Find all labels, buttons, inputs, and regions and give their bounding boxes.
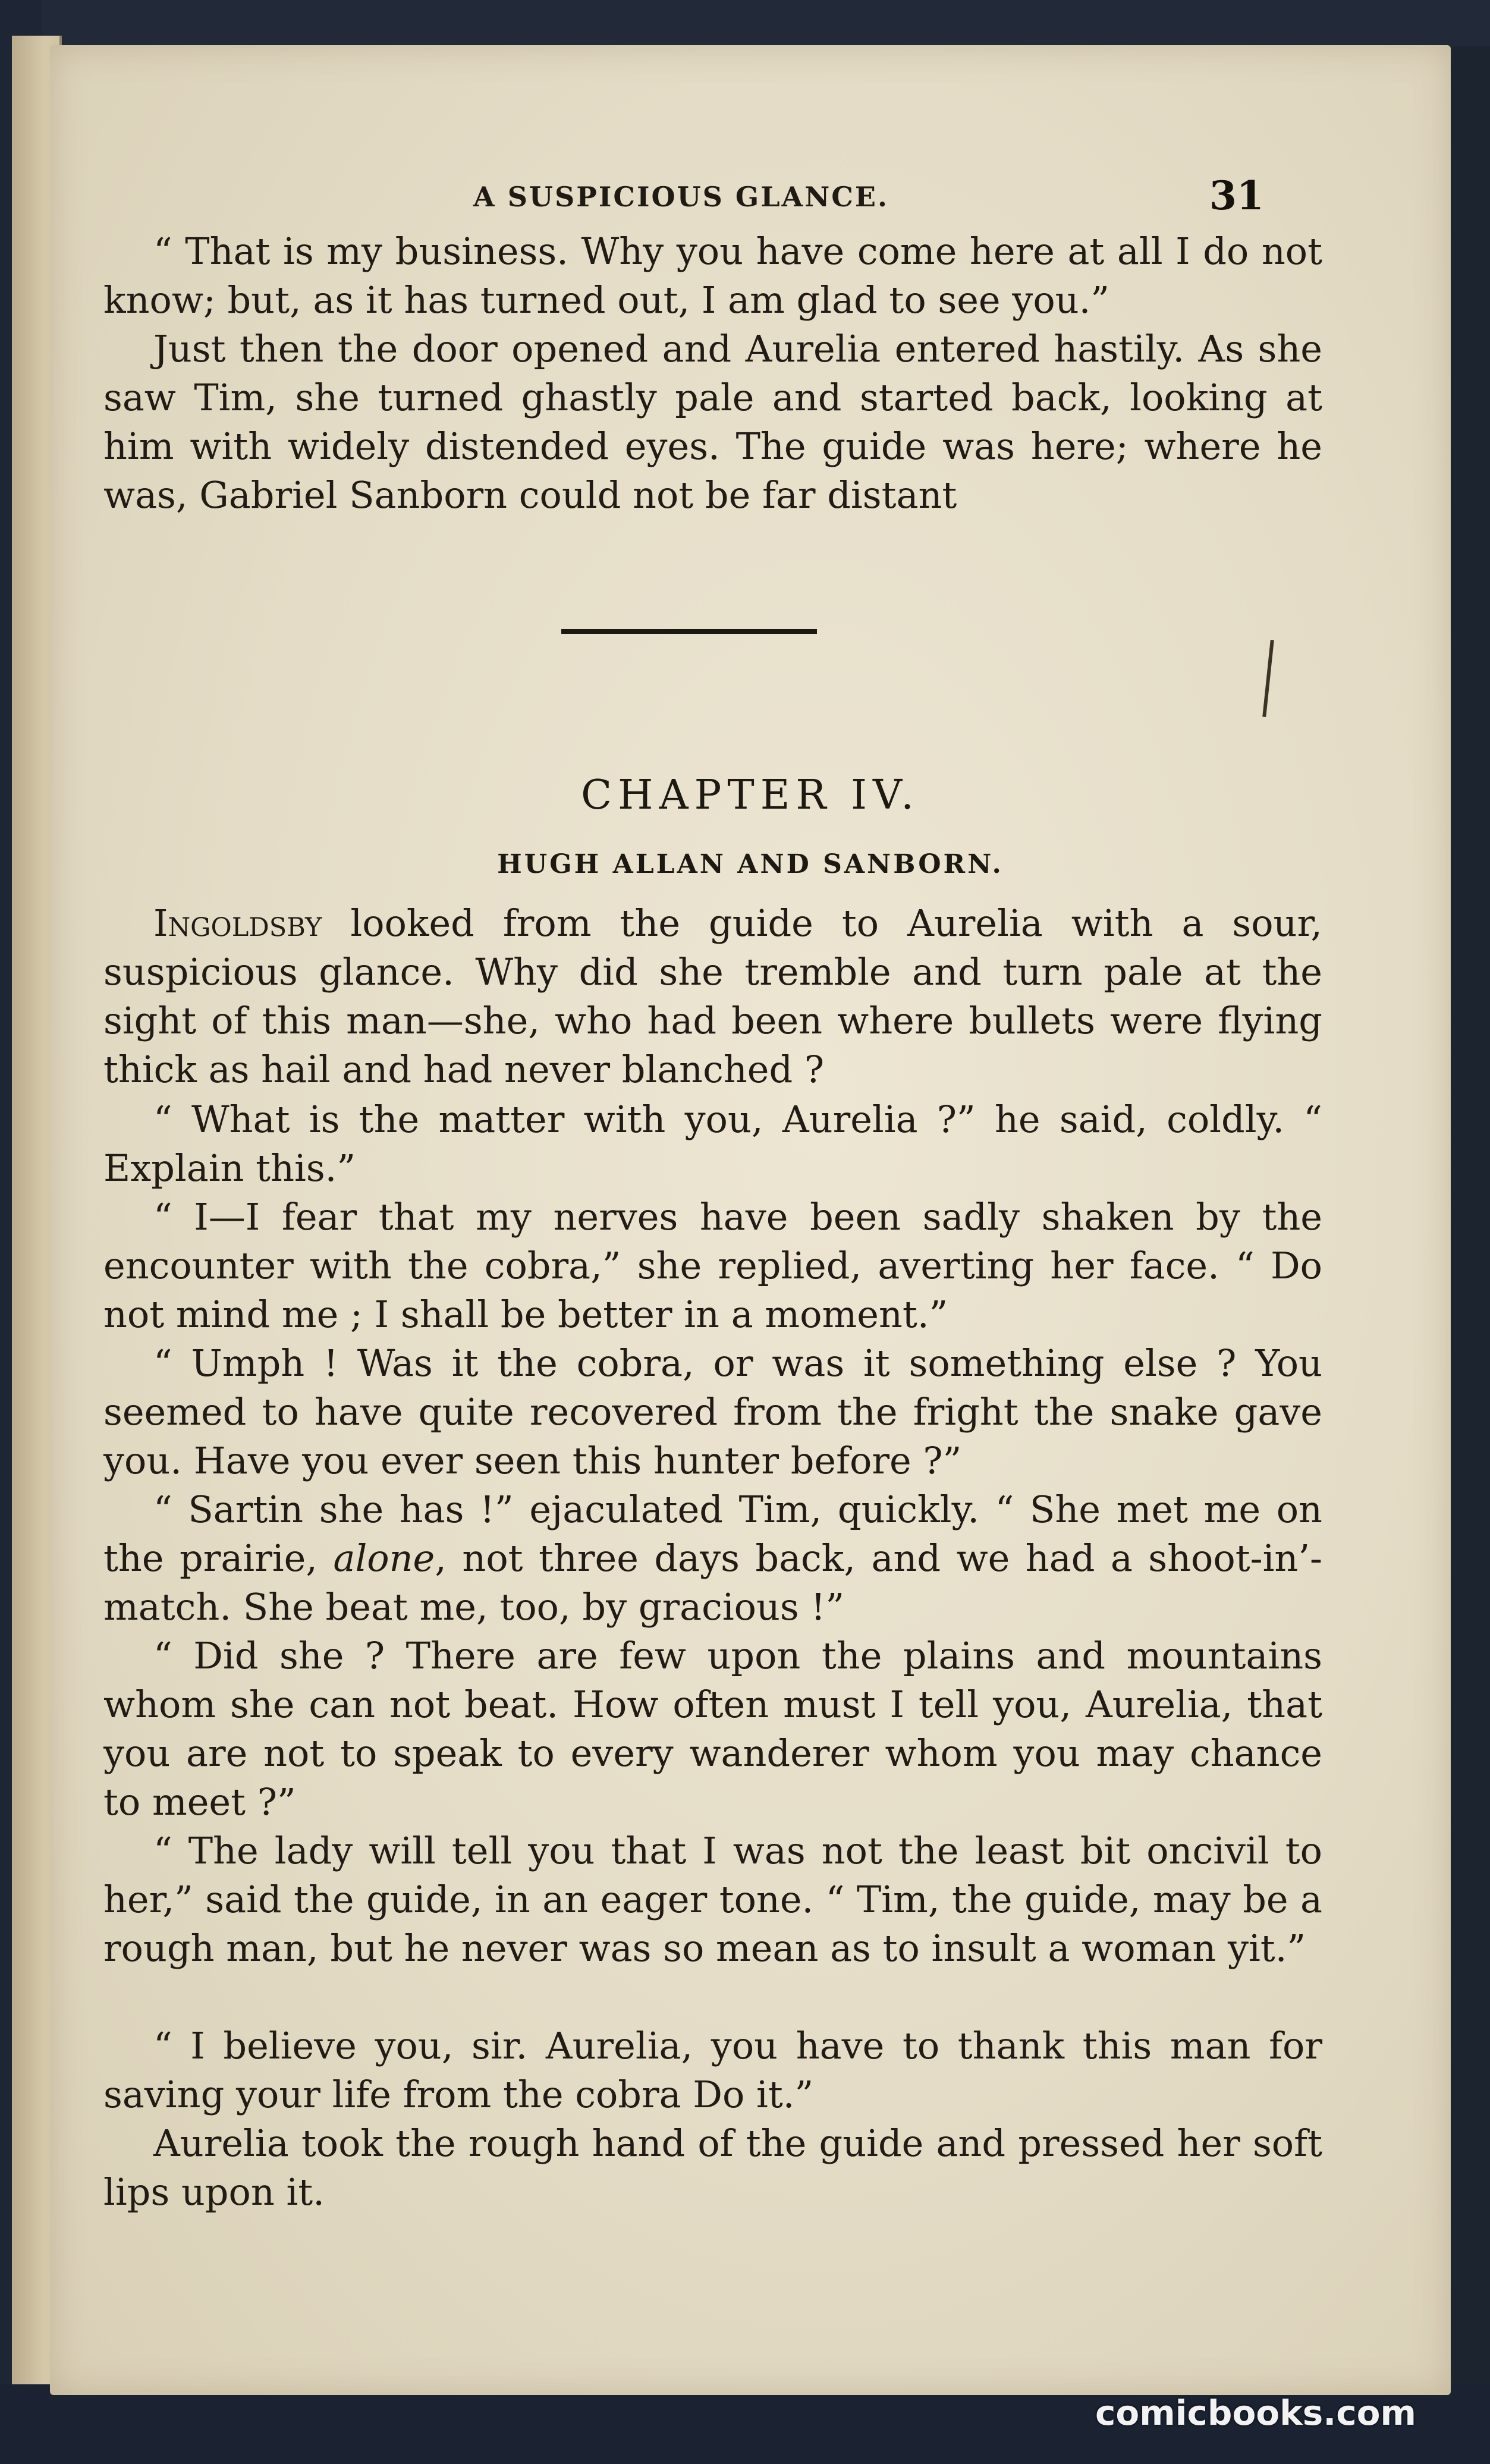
paragraph-opening [103, 899, 1322, 1094]
running-head: A SUSPICIOUS GLANCE. [473, 181, 889, 213]
page-header [50, 134, 1451, 219]
book-page [50, 45, 1451, 2395]
paragraph: Aurelia took the rough hand of the guide and pressed her soft lips upon it. [103, 2122, 1322, 2214]
emphasis: alone [333, 1536, 435, 1580]
paragraph [103, 1485, 1322, 1632]
chapter-title: CHAPTER IV. [581, 772, 920, 819]
margin-pencil-mark [1262, 640, 1274, 717]
paragraph: “ Did she ? There are few upon the plains and mountains whom she can not beat. How often must I tell you, Aurelia, that you are not to speak to every wanderer whom you may chance to meet ?” [103, 1634, 1322, 1824]
paragraph: “ I—I fear that my nerves have been sadly shaken by the encounter with the cobra,” she replied, averting her face. “ Do not mind me ; I shall be better in a moment.” [103, 1195, 1322, 1336]
opening-text: looked from the guide to Aurelia with a sour, suspicious glance. Why did she tremble and turn pale at the sight of this man—she, who had been where bullets were flying thick as hail and had never blanched ? [103, 901, 1322, 1091]
scan-top-border [0, 0, 1490, 46]
paragraph: “ Umph ! Was it the cobra, or was it something else ? You seemed to have quite recovered from the fright the snake gave you. Have you ever seen this hunter before ?” [103, 1341, 1322, 1482]
paragraph: “ What is the matter with you, Aurelia ?” he said, coldly. “ Explain this.” [103, 1098, 1322, 1190]
page-number: 31 [1209, 172, 1264, 219]
paragraph: “ The lady will tell you that I was not the least bit oncivil to her,” said the guide, in an eager tone. “ Tim, the guide, may be a rough man, but he never was so mean as to insult a woman yit.” [103, 1829, 1322, 1970]
text-segment: “ Sartin she has !” ejaculated Tim, quickly. “ She met me on the prairie, [103, 1488, 1322, 1580]
section-divider [561, 629, 817, 634]
text-segment: , not three days back, and we had a shoot-in’-match. She beat me, too, by gracious !” [103, 1536, 1322, 1629]
site-watermark: comicbooks.com [1095, 2393, 1416, 2433]
chapter-subtitle: HUGH ALLAN AND SANBORN. [497, 849, 1004, 879]
paragraph: “ That is my business. Why you have come here at all I do not know; but, as it has turned out, I am glad to see you.” [103, 230, 1322, 322]
lead-word: Ingoldsby [153, 901, 322, 945]
paragraph: “ I believe you, sir. Aurelia, you have to thank this man for saving your life from the cobra Do it.” [103, 2024, 1322, 2116]
paragraph: Just then the door opened and Aurelia entered hastily. As she saw Tim, she turned ghastly pale and started back, looking at him with widely distended eyes. The guide was here; where he was, Gabriel Sanborn could not be far distant [103, 327, 1322, 517]
